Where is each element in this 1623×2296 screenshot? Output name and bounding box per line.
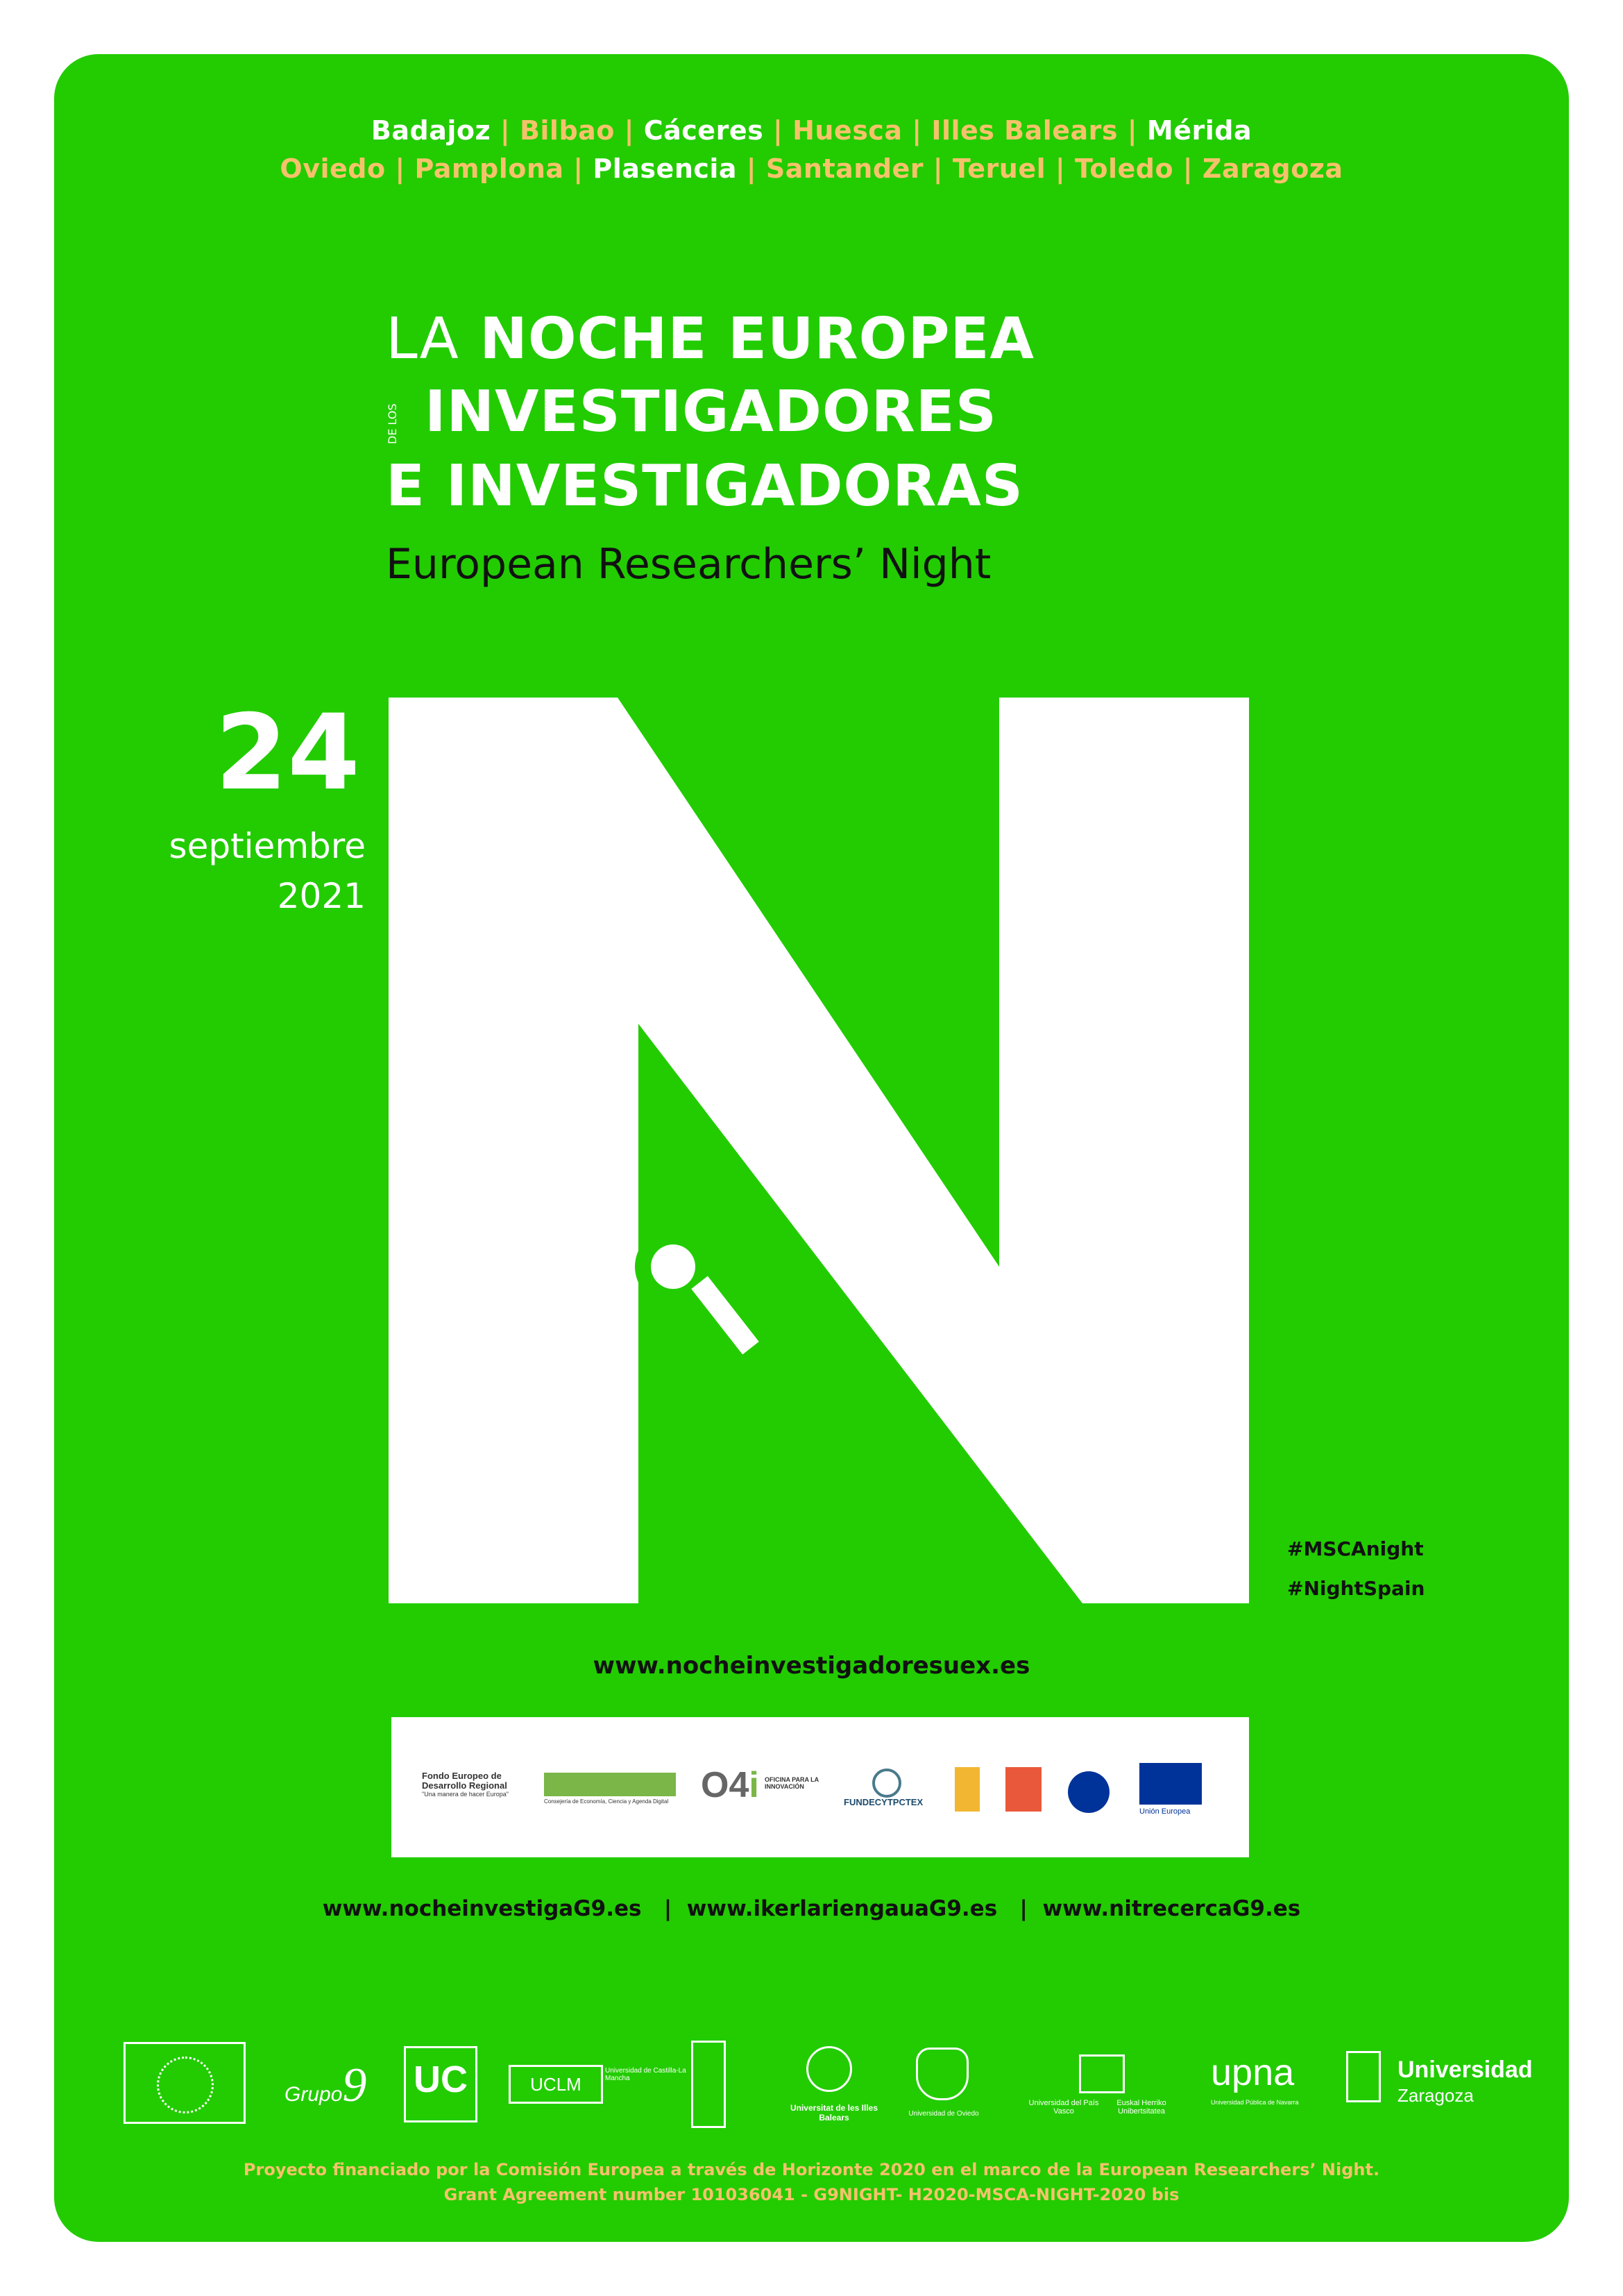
city-badajoz: Badajoz [371,115,491,146]
footer-line-2: Grant Agreement number 101036041 - G9NIGHT- H2020-MSCA-NIGHT-2020 bis [443,2185,1180,2204]
fundecyt-globe-icon [872,1769,901,1798]
city-illes-balears: Illes Balears [931,115,1119,146]
title-de-los: DE LOS [386,403,399,444]
uclm-sub: Universidad de Castilla-La Mancha [605,2067,686,2082]
uc-logo: UC [404,2046,477,2122]
sr-sponsor-logo [1005,1767,1042,1812]
letter-n-shape [389,698,1249,1603]
feder-title: Fondo Europeo de Desarrollo Regional [422,1771,507,1791]
zaragoza-label-2: Zaragoza [1397,2085,1474,2106]
o4i-logo: O4i [701,1765,759,1805]
city-separator: | [1118,115,1147,146]
city-oviedo: Oviedo [280,153,386,184]
uib-label: Universitat de les Illes Balears [790,2103,878,2122]
city-separator: | [614,115,644,146]
junta-extremadura-logo [544,1773,676,1796]
urls-row: www.nocheinvestigaG9.es | www.ikerlariengauaG9.es | www.nitrecercaG9.es [322,1896,1301,1921]
cities-row-2 [0,153,1623,184]
uex-column-logo [691,2041,726,2128]
city-separator: | [737,153,766,184]
url-nitrecerca[interactable]: www.nitrecercaG9.es [1042,1896,1301,1921]
city-bilbao: Bilbao [519,115,615,146]
hashtag-nightspain: #NightSpain [1287,1577,1425,1600]
city-huesca: Huesca [792,115,903,146]
city-separator: | [902,115,932,146]
union-europea-label: Unión Europea [1139,1807,1191,1816]
footer-line-1: Proyecto financiado por la Comisión Europea a través de Horizonte 2020 en el marco de la European Researchers’ Night. [243,2160,1380,2179]
zaragoza-label-1: Universidad [1397,2057,1533,2083]
junta-caption: Consejería de Economía, Ciencia y Agenda Digital [544,1798,669,1805]
title-noche-europea: NOCHE EUROPEA [479,306,1035,372]
ehu-logo-icon [1079,2054,1125,2093]
city-toledo: Toledo [1074,153,1174,184]
title-line-2: INVESTIGADORES [425,379,997,445]
title-la: LA [386,306,459,372]
city-separator: | [1173,153,1203,184]
ehu-label-es: Universidad del País Vasco [1028,2099,1099,2116]
city-separator: | [1046,153,1075,184]
zaragoza-tower-icon [1346,2051,1381,2102]
city-mérida: Mérida [1146,115,1252,146]
city-teruel: Teruel [952,153,1046,184]
city-zaragoza: Zaragoza [1202,153,1343,184]
ehu-label-eu: Euskal Herriko Unibertsitatea [1116,2099,1166,2116]
subtitle: European Researchers’ Night [386,540,992,589]
city-separator: | [763,115,793,146]
city-santander: Santander [765,153,924,184]
eu-flag-outline-icon [124,2042,246,2124]
oviedo-label: Universidad de Oviedo [908,2110,979,2118]
grupo9-logo: Grupo9 [284,2059,367,2112]
upna-sub: Universidad Pública de Navarra [1211,2099,1299,2106]
city-separator: | [563,153,593,184]
url-ikerlariengaua[interactable]: www.ikerlariengauaG9.es [686,1896,998,1921]
grupo9-label: Grupo [284,2083,343,2106]
city-separator: | [924,153,953,184]
upna-logo: upna [1211,2052,1295,2093]
date-year: 2021 [277,876,366,916]
title-line-1 [386,306,1035,372]
eu-circle-logo [1068,1771,1110,1813]
date-month: septiembre [169,826,366,866]
city-separator: | [385,153,415,184]
oviedo-crest-icon [916,2048,969,2100]
url-nocheinvestiga[interactable]: www.nocheinvestigaG9.es [322,1896,642,1921]
eu-flag-icon [1139,1763,1202,1805]
big-n-microscope-graphic [389,698,1249,1603]
title-line-3: E INVESTIGADORAS [386,453,1023,519]
date-day: 24 [215,693,360,813]
uex-sponsor-logo [955,1767,980,1812]
sponsor-logo-box [391,1717,1249,1857]
cities-row-1 [0,115,1623,146]
oficina-innovacion-label: OFICINA PARA LA INNOVACIÓN [765,1776,819,1790]
fundecyt-label: FUNDECYTPCTEX [844,1797,924,1807]
uib-seal-icon [806,2046,852,2092]
hashtag-msca: #MSCAnight [1287,1537,1424,1560]
feder-logo [422,1771,526,1798]
city-plasencia: Plasencia [593,153,738,184]
uclm-logo: UCLM [509,2065,603,2104]
main-url-link[interactable]: www.nocheinvestigadoresuex.es [593,1652,1030,1680]
city-separator: | [491,115,520,146]
feder-motto: "Una manera de hacer Europa" [422,1790,509,1798]
city-cáceres: Cáceres [643,115,764,146]
city-pamplona: Pamplona [414,153,564,184]
